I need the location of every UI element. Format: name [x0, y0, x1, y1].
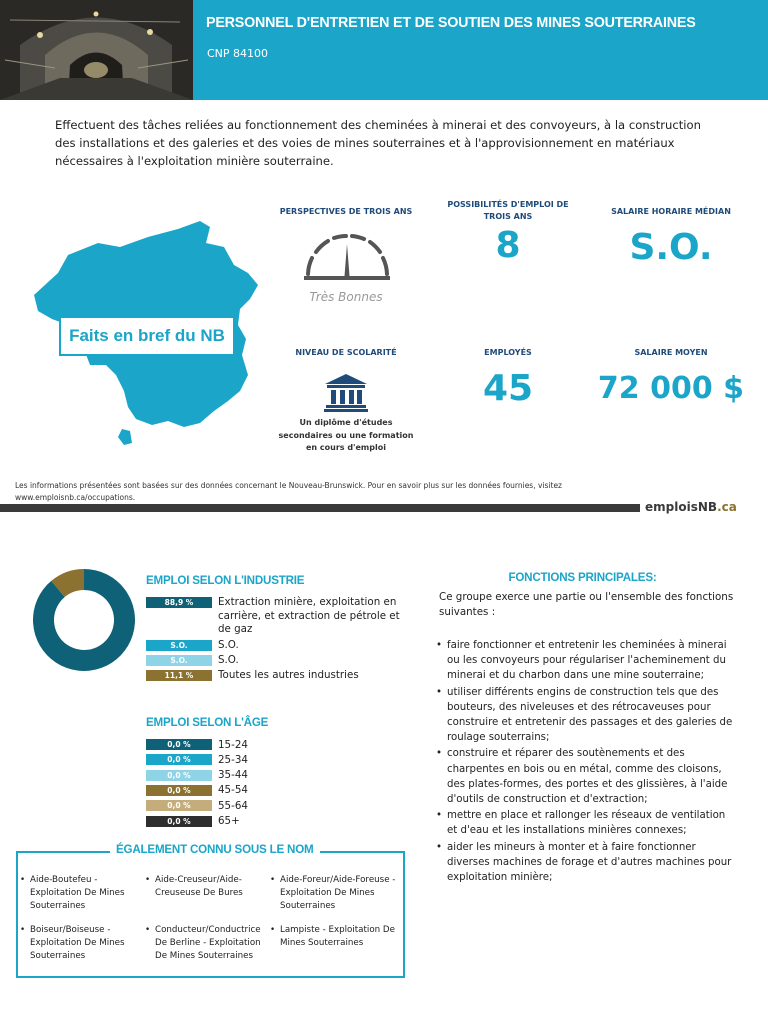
- duty-item: • faire fonctionner et entretenir les cheminées à minerai ou les convoyeurs pour régulariser l'acheminement du minerai et du charbon dans une mine souterraine;: [436, 638, 736, 684]
- page-title: PERSONNEL D'ENTRETIEN ET DE SOUTIEN DES MINES SOUTERRAINES: [206, 15, 696, 31]
- employed-label: EMPLOYÉS: [484, 348, 532, 357]
- industry-donut-chart: [32, 568, 136, 676]
- industry-bar: S.O.: [146, 640, 212, 651]
- industry-bar: 11,1 %: [146, 670, 212, 681]
- occupation-code: CNP 84100: [207, 47, 269, 60]
- intro-paragraph: Effectuent des tâches reliées au fonctionnement des cheminées à minerai et des convoyeurs, à la construction des installations et des galeries et des voies de mines souterraines et à l'approvisionnement en matériaux nécessaires à l'exploitation minière souterraine.: [55, 118, 701, 168]
- average-salary-label: SALAIRE MOYEN: [634, 348, 708, 357]
- known-as-item: • Aide-Creuseur/Aide-Creuseuse De Bures: [145, 874, 253, 900]
- duty-item: • construire et réparer des soutènements et des charpentes en bois ou en métal, comme des cloisons, des plates-formes, des portes et des glissières, à l'aide d'outils de construction et d'extraction;: [436, 746, 736, 807]
- duty-item: • utiliser différents engins de construction tels que des bouteurs, des niveleuses et des rétrocaveuses pour construire et entretenir des passages et des galeries de roulage souterrains;: [436, 685, 736, 746]
- age-bar: 0,0 %: [146, 816, 212, 827]
- age-title: EMPLOI SELON L'ÂGE: [146, 716, 269, 729]
- divider-bar: [0, 504, 640, 512]
- age-label: 15-24: [218, 738, 248, 751]
- industry-label: S.O.: [218, 654, 239, 666]
- known-as-item: • Boiseur/Boiseuse - Exploitation De Mines Souterraines: [20, 924, 128, 964]
- known-as-item: • Lampiste - Exploitation De Mines Souterraines: [270, 924, 396, 950]
- emploisnb-logo: emploisNB.ca: [645, 500, 737, 514]
- industry-bar: 88,9 %: [146, 597, 212, 608]
- facts-box: Faits en bref du NB: [59, 316, 235, 356]
- outlook-label: PERSPECTIVES DE TROIS ANS: [279, 207, 413, 216]
- known-as-item: • Conducteur/Conductrice De Berline - Exploitation De Mines Souterraines: [145, 924, 263, 964]
- age-label: 35-44: [218, 769, 248, 782]
- outlook-value: Très Bonnes: [309, 290, 383, 304]
- duty-item: • mettre en place et rallonger les réseaux de ventilation et d'eau et les installations minières connexes;: [436, 808, 736, 838]
- education-label: NIVEAU DE SCOLARITÉ: [295, 348, 397, 357]
- gauge-icon: [302, 230, 392, 288]
- industry-title: EMPLOI SELON L'INDUSTRIE: [146, 574, 305, 587]
- main-duties-intro: Ce groupe exerce une partie ou l'ensemble des fonctions suivantes :: [439, 591, 734, 618]
- jobs-value: 8: [495, 225, 521, 266]
- hourly-wage-label: SALAIRE HORAIRE MÉDIAN: [611, 207, 731, 216]
- hourly-wage-value: S.O.: [629, 227, 713, 268]
- age-bar: 0,0 %: [146, 785, 212, 796]
- mine-tunnel-photo: [0, 0, 193, 100]
- industry-label: S.O.: [218, 639, 239, 651]
- jobs-label: POSSIBILITÉS D'EMPLOI DE TROIS ANS: [447, 200, 569, 221]
- industry-bar: S.O.: [146, 655, 212, 666]
- source-note: Les informations présentées sont basées sur des données concernant le Nouveau-Brunswick. Pour en savoir plus sur les données fournies, visitez www.emploisnb.ca/occupations.: [15, 481, 562, 502]
- employed-value: 45: [482, 368, 534, 409]
- age-bar: 0,0 %: [146, 754, 212, 765]
- industry-label: Toutes les autres industries: [218, 669, 359, 681]
- age-label: 45-54: [218, 784, 248, 797]
- also-known-as-title: ÉGALEMENT CONNU SOUS LE NOM: [110, 843, 320, 856]
- main-duties-list: [436, 638, 736, 886]
- average-salary-value: 72 000 $: [597, 371, 745, 406]
- age-bar: 0,0 %: [146, 800, 212, 811]
- age-label: 65+: [218, 815, 240, 827]
- age-bar: 0,0 %: [146, 739, 212, 750]
- education-value: Un diplôme d'études secondaires ou une formation en cours d'emploi: [278, 418, 414, 452]
- known-as-item: • Aide-Boutefeu - Exploitation De Mines Souterraines: [20, 874, 128, 914]
- known-as-item: • Aide-Foreur/Aide-Foreuse - Exploitation De Mines Souterraines: [270, 874, 396, 914]
- duty-item: • aider les mineurs à monter et à faire fonctionner diverses machines de forage et d'autres machines pour exploitation minière;: [436, 840, 736, 886]
- institution-icon: [323, 372, 369, 416]
- industry-label: Extraction minière, exploitation en carrière, et extraction de pétrole et de gaz: [218, 596, 400, 635]
- age-bar: 0,0 %: [146, 770, 212, 781]
- age-label: 25-34: [218, 753, 248, 766]
- main-duties-title: FONCTIONS PRINCIPALES:: [508, 571, 657, 584]
- age-label: 55-64: [218, 799, 248, 812]
